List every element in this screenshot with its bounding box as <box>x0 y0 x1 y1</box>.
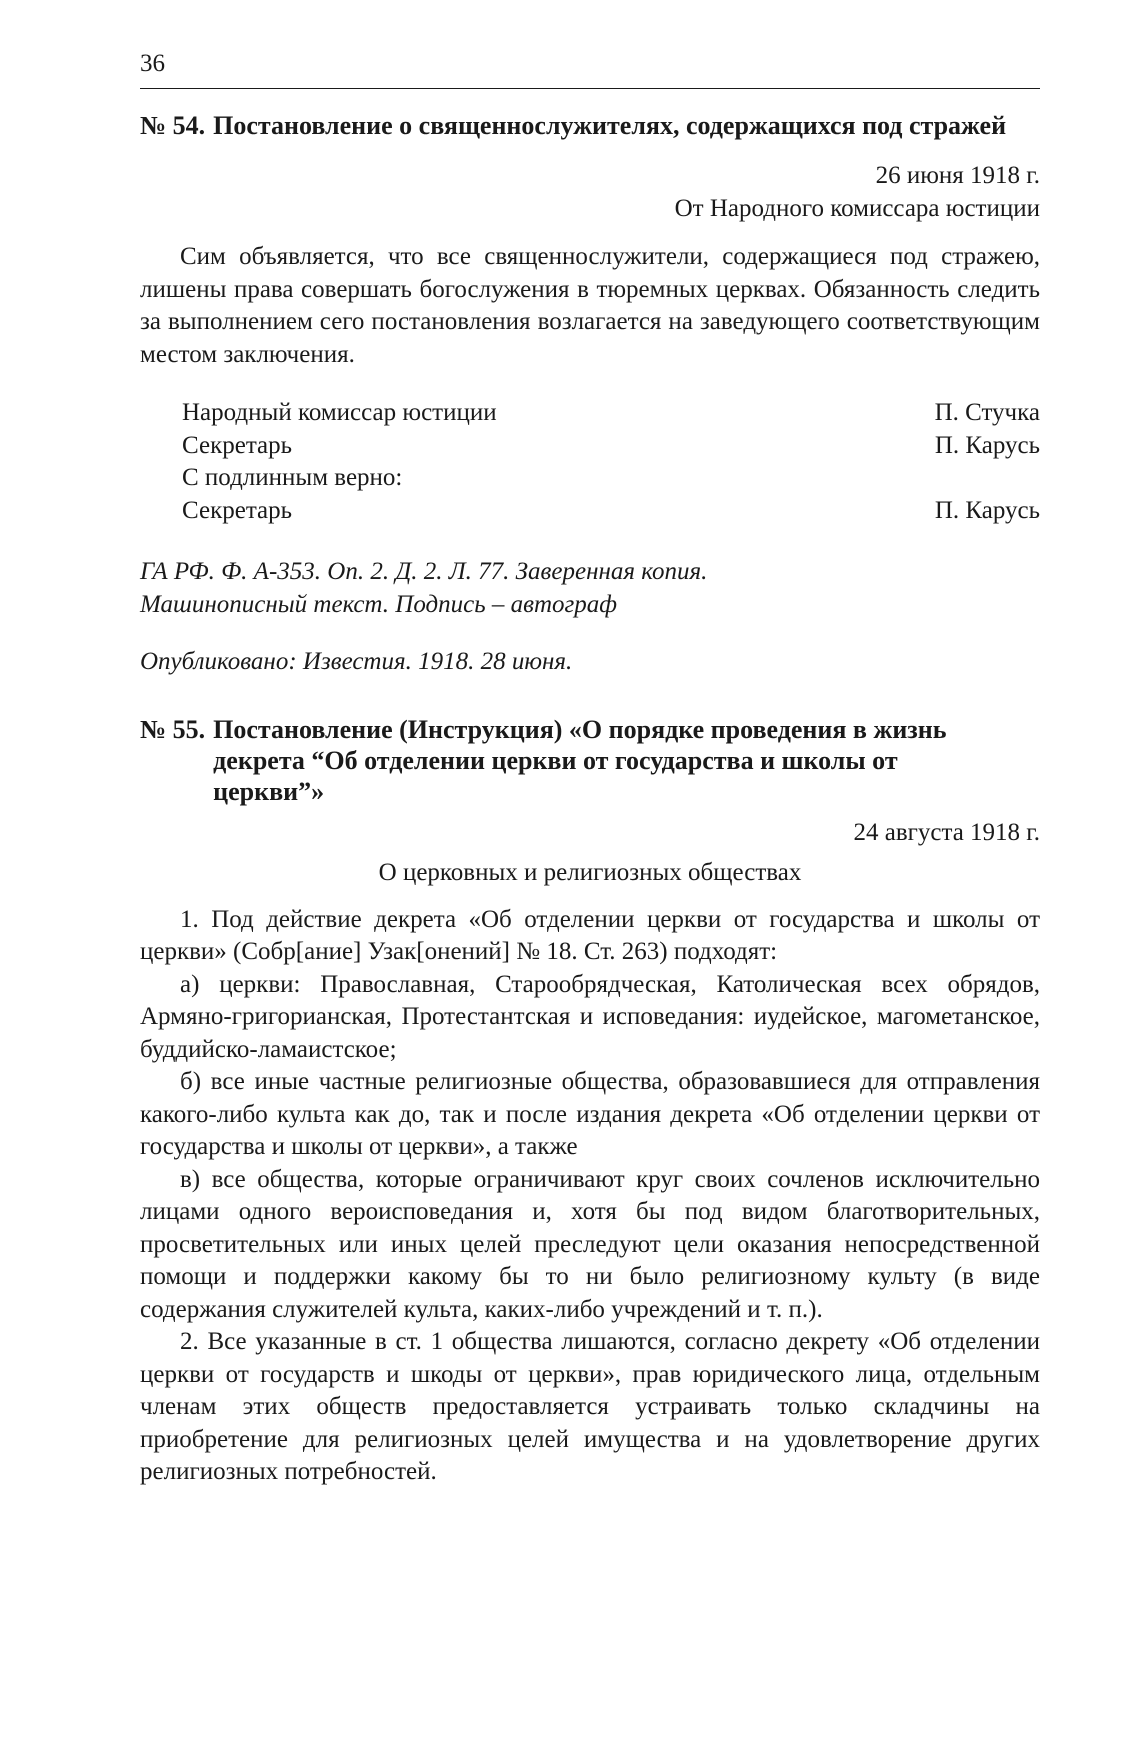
doc55-date: 24 августа 1918 г. <box>853 818 1040 846</box>
doc54-date: 26 июня 1918 г. <box>875 162 1040 189</box>
doc54-number: № 54. <box>140 111 206 140</box>
archive-source-line: ГА РФ. Ф. А-353. Оп. 2. Д. 2. Л. 77. Заверенная копия. <box>140 558 708 585</box>
signature-role: Народный комиссар юстиции <box>182 399 497 426</box>
doc55-paragraph: 2. Все указанные в ст. 1 общества лишаются, согласно декрету «Об отделении церкви от государств и шкоды от церкви», прав юридического лица, отдельным членам этих обществ предоставляется устраивать только складчины на приобретение для религиозных целей имущества и на удовлетворение других религиозных потребностей. <box>140 1328 1040 1485</box>
archive-source-line: Машинописный текст. Подпись – автограф <box>140 590 618 618</box>
signature-role: Секретарь <box>182 496 293 524</box>
document-55 <box>140 714 1040 1489</box>
signature-role: С подлинным верно: <box>182 464 403 491</box>
page-content <box>140 110 1040 1489</box>
doc55-section-heading: О церковных и религиозных обществах <box>378 859 802 886</box>
doc55-title: Постановление (Инструкция) «О порядке проведения в жизнь декрета “Об отделении церкви от государства и школы от церкви”» <box>213 714 947 806</box>
signature-name: П. Карусь <box>934 496 1040 524</box>
doc54-title: Постановление о священнослужителях, содержащихся под стражей <box>213 111 1007 140</box>
doc54-issuer: От Народного комиссара юстиции <box>674 194 1040 222</box>
doc55-number: № 55. <box>140 714 206 744</box>
signature-role: Секретарь <box>182 431 293 459</box>
doc54-title-block <box>140 110 1040 141</box>
doc55-paragraph: в) все общества, которые ограничивают круг своих сочленов исключительно лицами одного вероисповедания и, хотя бы под видом благотворительных, просветительных или иных целей преследуют цели оказания непосредственной помощи и поддержки какому бы то ни было религиозному культу (в виде содержания служителей культа, каких-либо учреждений и т. п.). <box>140 1165 1040 1323</box>
header-rule <box>140 88 1040 89</box>
doc55-paragraph: б) все иные частные религиозные общества, образовавшиеся для отправления какого-либо культа как до, так и после издания декрета «Об отделении церкви от государства и школы от церкви», а также <box>140 1068 1040 1160</box>
signature-row <box>182 462 1040 495</box>
document-54 <box>140 110 1040 679</box>
signature-row <box>182 495 1040 528</box>
signature-row <box>182 397 1040 430</box>
doc55-title-block <box>140 714 1040 807</box>
doc55-paragraph: 1. Под действие декрета «Об отделении церкви от государства и школы от церкви» (Собр[ание] Узак[онений] № 18. Ст. 263) подходят: <box>140 905 1040 965</box>
doc55-paragraph: а) церкви: Православная, Старообрядческая, Католическая всех обрядов, Армяно-григорианская, Протестантская и исповедания: иудейское, магометанское, буддийско-ламаистское; <box>140 970 1040 1063</box>
doc54-published: Опубликовано: Известия. 1918. 28 июня. <box>140 648 573 675</box>
signature-name: П. Стучка <box>934 399 1040 426</box>
signature-name: П. Карусь <box>934 431 1040 459</box>
doc54-signatures <box>140 397 1040 527</box>
doc54-archive-source <box>140 556 1040 621</box>
doc54-body: Сим объявляется, что все священнослужители, содержащиеся под стражею, лишены права совершать богослужения в тюремных церквах. Обязанность следить за выполнением сего постановления возлагается на заведующего соответствующим местом заключения. <box>140 243 1040 368</box>
signature-row <box>182 430 1040 463</box>
page-number: 36 <box>140 50 165 77</box>
